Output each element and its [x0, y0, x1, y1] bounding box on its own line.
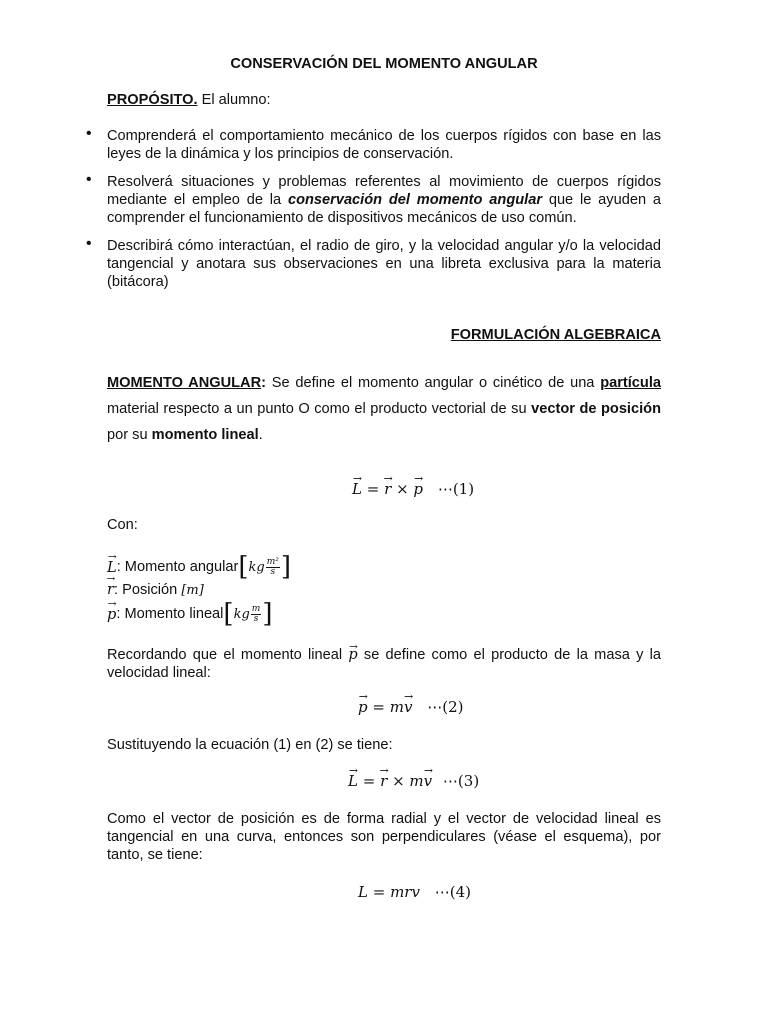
- section-heading: FORMULACIÓN ALGEBRAICA: [450, 327, 661, 343]
- bullet-2-text-b: que le ayuden a comprender el funcionamiento de dispositivos mecánicos de uso común.: [107, 192, 661, 227]
- eq2-mass-symbol: m: [389, 698, 404, 716]
- equation-1: [352, 480, 474, 498]
- page-title: CONSERVACIÓN DEL MOMENTO ANGULAR: [230, 56, 538, 72]
- eq4-formula: L = mrv: [358, 883, 420, 901]
- var-L-unit-num: m²: [266, 556, 279, 567]
- bullet-item-1: Comprenderá el comportamiento mecánico de los cuerpos rígidos con base en las leyes de la dinámica y los principios de conservación.: [107, 128, 661, 163]
- equation-2: [358, 698, 464, 716]
- purpose-label: PROPÓSITO.: [107, 92, 198, 108]
- eq3-equals: =: [362, 772, 376, 790]
- conclusion-paragraph: Como el vector de posición es de forma radial y el vector de velocidad lineal es tangencial en una curva, entonces son perpendiculares (véase el esquema), por tanto, se tiene:: [107, 811, 661, 864]
- var-p-unit: kg: [233, 606, 250, 622]
- definition-text-3: por su: [107, 427, 152, 443]
- definition-paragraph: [107, 370, 661, 448]
- eq3-mass-symbol: m: [409, 772, 424, 790]
- var-p-unit-den: s: [253, 613, 259, 624]
- eq2-momentum-symbol: → p: [358, 698, 368, 716]
- definition-linear-momentum: momento lineal: [151, 427, 259, 443]
- var-L-unit-den: s: [270, 566, 276, 577]
- recall-text-2: se define como el producto de la masa y la velocidad lineal:: [107, 647, 661, 682]
- purpose-text: El alumno:: [197, 92, 271, 108]
- var-r-label: : Posición: [113, 582, 182, 598]
- equation-3: [348, 772, 479, 790]
- eq3-velocity-symbol: → v: [424, 772, 432, 790]
- var-r-unit: [m]: [181, 583, 204, 598]
- purpose-line: [107, 92, 271, 108]
- definition-particle: partícula: [600, 375, 662, 391]
- eq2-velocity-symbol: → v: [404, 698, 412, 716]
- definition-text-2: material respecto a un punto O como el producto vectorial de su: [107, 401, 532, 417]
- variable-position: [107, 581, 204, 598]
- definition-colon: :: [261, 375, 266, 391]
- recall-paragraph: [107, 646, 661, 682]
- var-p-symbol: → p: [107, 606, 116, 623]
- eq3-tag: ⋯(3): [442, 772, 480, 790]
- definition-text-4: .: [258, 427, 263, 443]
- eq1-position-symbol: → r: [384, 480, 391, 498]
- eq3-cross: ×: [392, 772, 405, 790]
- equation-4: [358, 883, 471, 901]
- eq3-position-symbol: → r: [380, 772, 387, 790]
- substitute-line: Sustituyendo la ecuación (1) en (2) se tiene:: [107, 737, 393, 753]
- bullet-item-3: Describirá cómo interactúan, el radio de giro, y la velocidad angular y/o la velocidad tangencial y anotara sus observaciones en una libreta exclusiva para la materia (bitácora): [107, 238, 661, 291]
- eq2-tag: ⋯(2): [427, 698, 464, 716]
- definition-term: MOMENTO ANGULAR: [107, 375, 262, 391]
- definition-position-vector: vector de posición: [531, 401, 661, 417]
- var-p-label: : Momento lineal: [116, 606, 224, 622]
- bullet-marker: •: [86, 171, 92, 188]
- eq2-equals: =: [372, 698, 385, 716]
- eq1-cross: ×: [396, 480, 409, 498]
- eq1-tag: ⋯(1): [437, 480, 475, 498]
- recall-text-1: Recordando que el momento lineal: [107, 647, 349, 663]
- eq1-momentum-symbol: → p: [413, 480, 423, 498]
- bullet-item-2: [107, 173, 661, 228]
- bullet-marker: •: [86, 235, 92, 252]
- var-r-symbol: → r: [107, 581, 114, 598]
- variable-linear-momentum: → p : Momento lineal [ kg $\frac{m}{s}$ ]: [107, 600, 272, 628]
- bullet-marker: •: [86, 125, 92, 142]
- bullet-2-emphasis: conservación del momento angular: [287, 192, 542, 209]
- bullet-2-text-a: Resolverá situaciones y problemas referentes al movimiento de cuerpos rígidos mediante el empleo de la: [107, 174, 661, 209]
- var-L-unit: kg: [248, 559, 265, 575]
- var-L-label: : Momento angular: [116, 559, 239, 575]
- variable-angular-momentum: → L : Momento angular [ kg $\frac{\text{m²}}{s}$ ]: [107, 553, 291, 581]
- eq4-tag: ⋯(4): [434, 883, 471, 901]
- eq3-angular-momentum-symbol: → L: [348, 772, 358, 790]
- eq1-equals: =: [366, 480, 380, 498]
- eq1-angular-momentum-symbol: → L: [352, 480, 362, 498]
- var-p-unit-num: m: [251, 603, 261, 614]
- con-label: Con:: [107, 517, 138, 533]
- definition-text-1: Se define el momento angular o cinético de una: [266, 375, 601, 391]
- recall-p-symbol: → p: [348, 646, 357, 664]
- var-L-symbol: → L: [107, 559, 117, 576]
